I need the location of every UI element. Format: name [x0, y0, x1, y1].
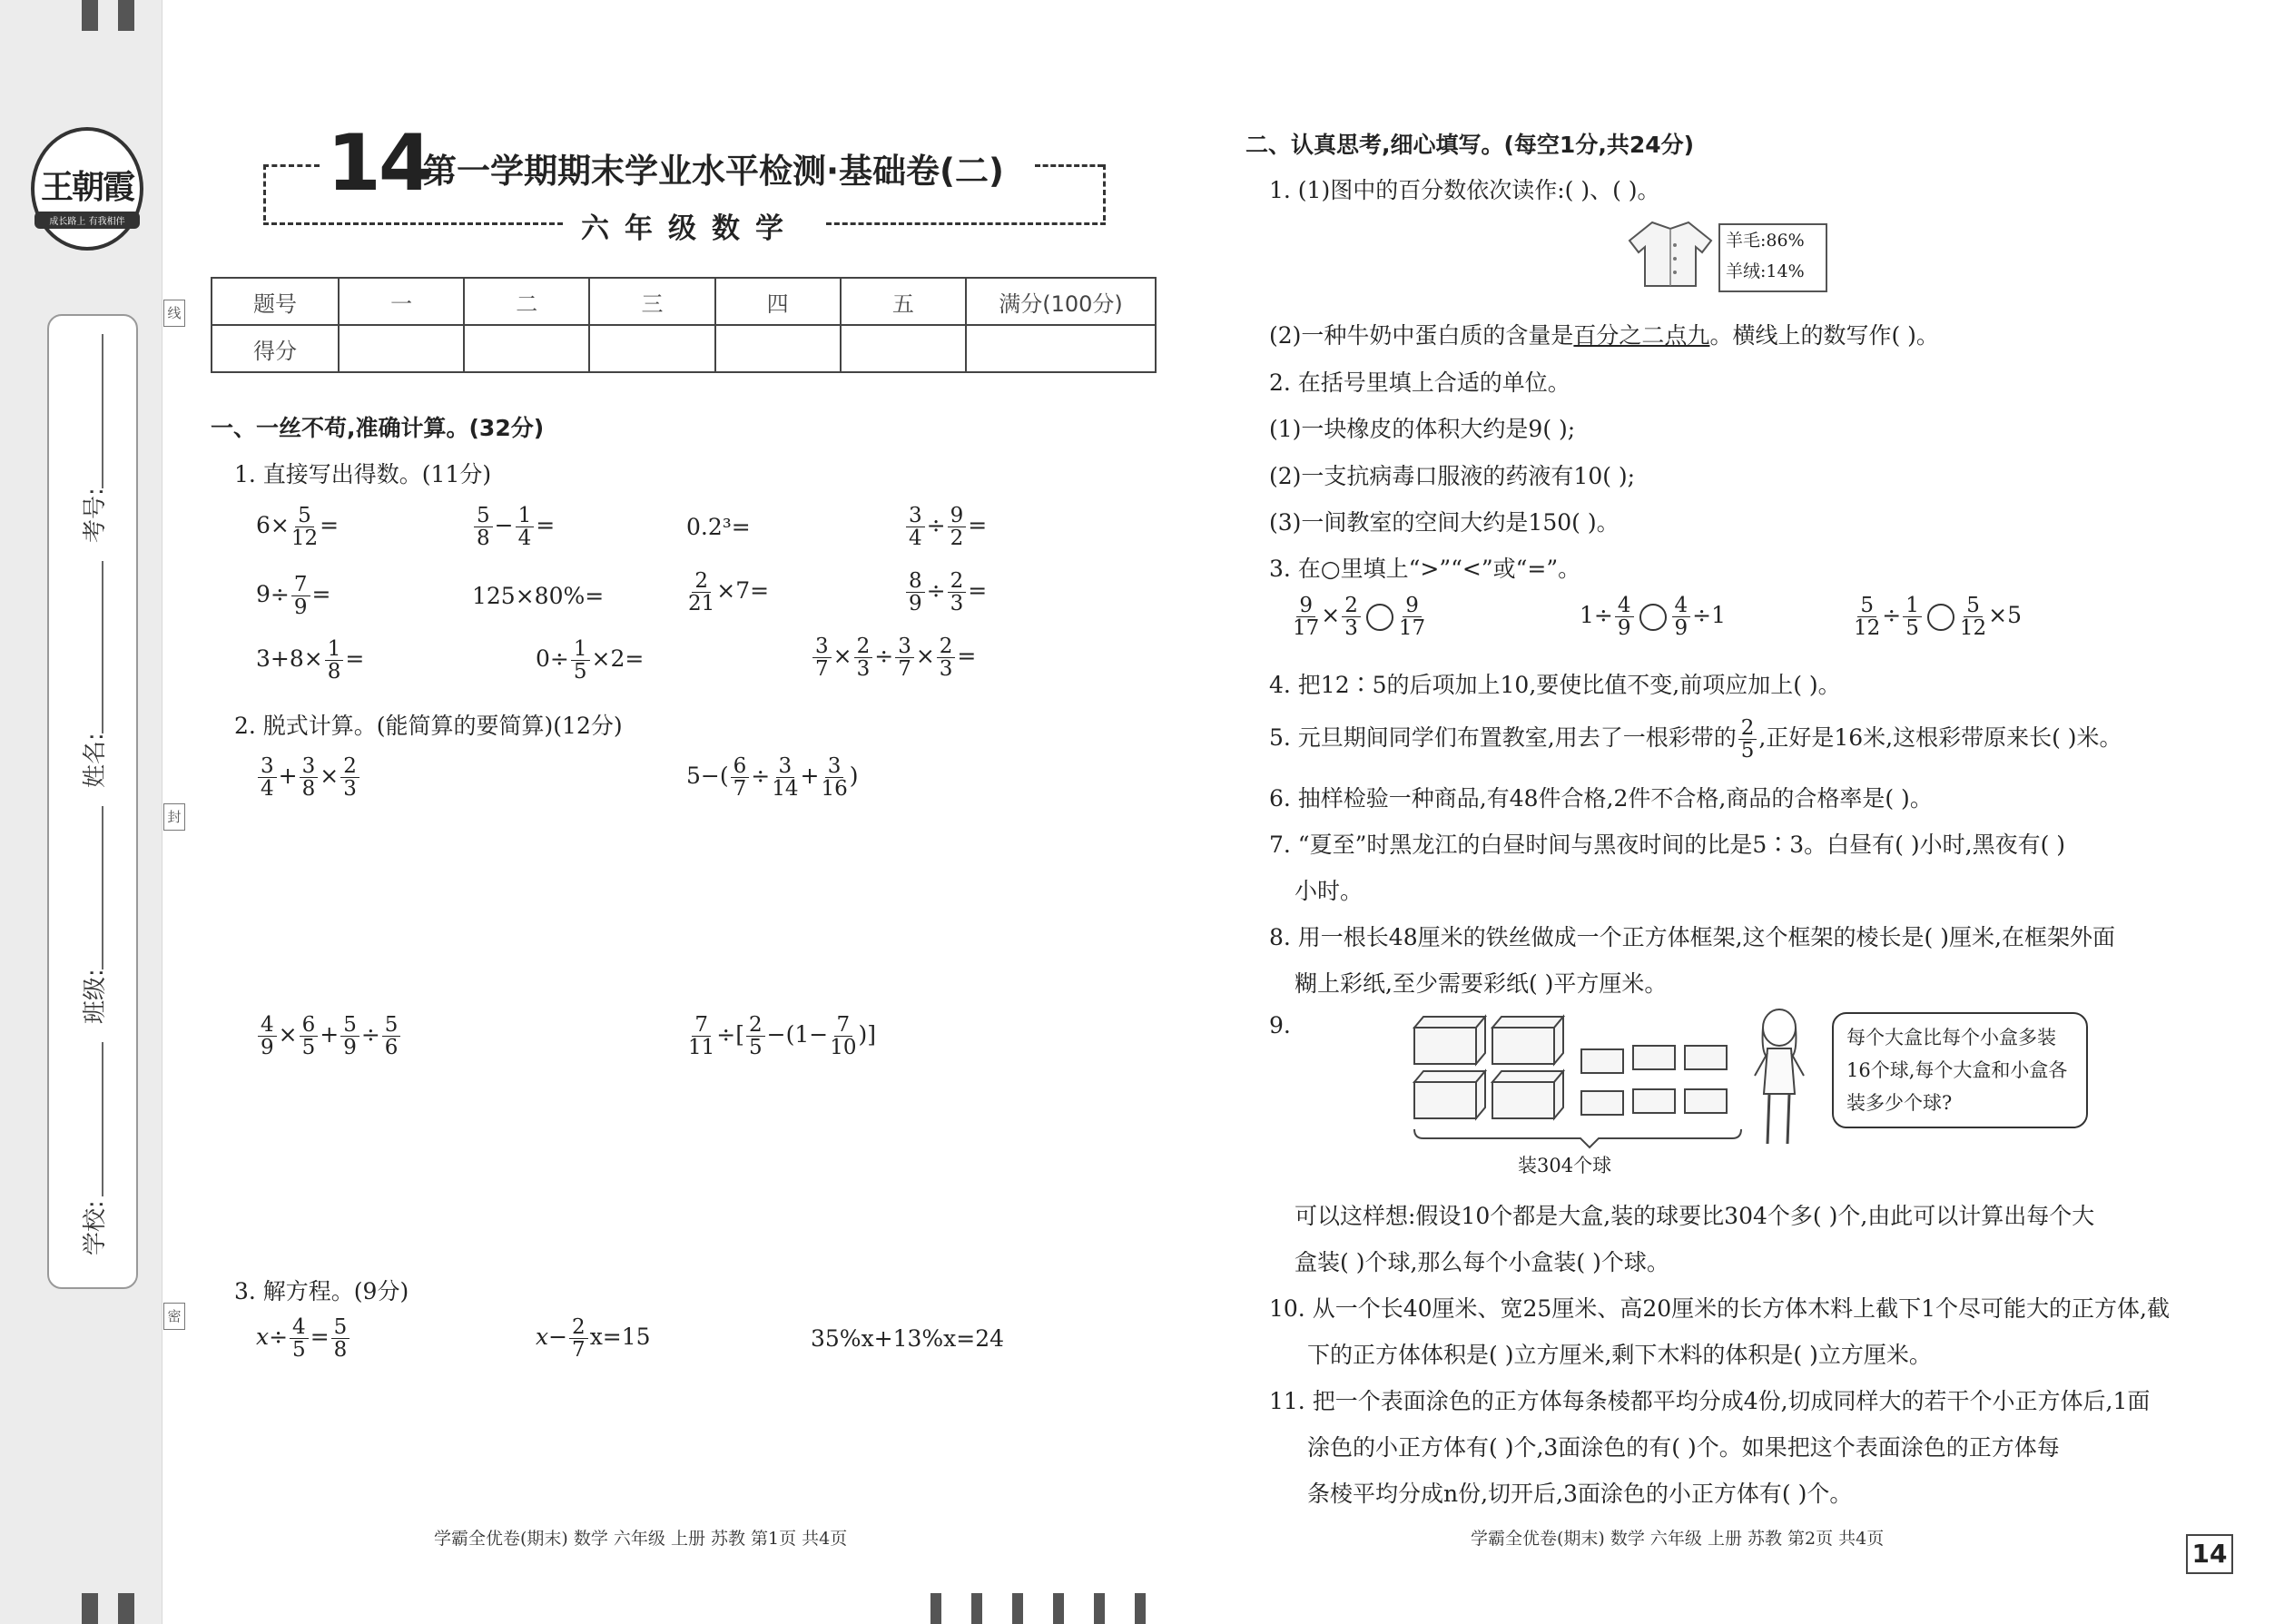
calc-item: $\frac{3}{7}$ × $\frac{2}{3}$ ÷ $\frac{3}{7}$ × $\frac{2}{3}$ = [811, 635, 976, 680]
exam-subtitle: 六年级数学 [581, 212, 799, 245]
registration-mark [1012, 1593, 1023, 1624]
question-1-label: 1. 直接写出得数。(11分) [234, 461, 492, 487]
cut-line-char: 密 [163, 1303, 185, 1330]
cashmere-percentage: 羊绒:14% [1726, 261, 1805, 281]
registration-mark [82, 0, 98, 31]
score-header: 五 [841, 278, 966, 325]
calc-item: $\frac{8}{9}$ ÷ $\frac{2}{3}$ = [904, 570, 987, 615]
expr-item: 5−( $\frac{6}{7}$ ÷ $\frac{3}{14}$ + $\frac{3}{16}$ ) [686, 754, 859, 802]
class-line[interactable] [102, 806, 103, 969]
compare-circle[interactable] [1366, 604, 1393, 631]
registration-mark [118, 1593, 134, 1624]
fill-question: 糊上彩纸,至少需要彩纸( )平方厘米。 [1295, 970, 1668, 997]
brand-logo [31, 127, 143, 251]
score-header: 二 [464, 278, 589, 325]
fill-question: 11. 把一个表面涂色的正方体每条棱都平均分成4份,切成同样大的若干个小正方体后,1面 [1269, 1388, 2151, 1414]
boxes-total-label: 装304个球 [1518, 1155, 1612, 1176]
compare-circle[interactable] [1927, 604, 1954, 631]
cut-line-char: 线 [163, 300, 185, 327]
brand-tagline: 成长路上 有我相伴 [34, 212, 140, 229]
score-header: 一 [339, 278, 464, 325]
girl-illustration [1748, 1008, 1811, 1153]
score-header: 四 [715, 278, 841, 325]
compare-item: $\frac{9}{17}$ × $\frac{2}{3}$ $\frac{9}{17}$ [1293, 594, 1426, 641]
section-1-heading: 一、一丝不苟,准确计算。(32分) [211, 415, 545, 441]
sweater-label [1718, 223, 1827, 292]
fill-question: (3)一间教室的空间大约是150( )。 [1269, 509, 1620, 536]
fill-question: 6. 抽样检验一种商品,有48件合格,2件不合格,商品的合格率是( )。 [1269, 785, 1933, 812]
calc-item: 125×80%= [472, 583, 605, 609]
calc-item: 0.2³= [686, 514, 751, 540]
question-3-label: 3. 解方程。(9分) [234, 1278, 409, 1304]
score-header: 题号 [212, 278, 339, 325]
equation-item: x÷ $\frac{4}{5}$ = $\frac{5}{8}$ [256, 1316, 351, 1361]
school-label: 学校: [82, 1200, 109, 1255]
compare-circle[interactable] [1639, 604, 1667, 631]
student-info-box [47, 314, 138, 1289]
calc-item: 9÷ $\frac{7}{9}$ = [256, 573, 331, 620]
calc-item: 0÷ $\frac{1}{5}$ ×2= [536, 637, 645, 684]
boxes-illustration [1413, 1009, 1794, 1173]
exam-number-label: 考号: [82, 487, 109, 543]
calc-item: $\frac{3}{4}$ ÷ $\frac{9}{2}$ = [904, 505, 987, 549]
compare-item: 1÷ $\frac{4}{9}$ $\frac{4}{9}$ ÷1 [1580, 594, 1726, 641]
wool-percentage: 羊毛:86% [1726, 231, 1805, 251]
registration-mark [82, 1593, 98, 1624]
name-line[interactable] [102, 561, 103, 733]
fill-question: 条棱平均分成n份,切开后,3面涂色的小正方体有( )个。 [1307, 1481, 1853, 1507]
score-header: 三 [589, 278, 714, 325]
fill-question: 下的正方体体积是( )立方厘米,剩下木料的体积是( )立方厘米。 [1307, 1342, 1932, 1368]
header-dash [263, 164, 320, 167]
fill-question: 8. 用一根长48厘米的铁丝做成一个正方体框架,这个框架的棱长是( )厘米,在框架外面 [1269, 924, 2115, 950]
header-dash [826, 222, 1106, 225]
name-label: 姓名: [82, 733, 109, 788]
fill-question: 涂色的小正方体有( )个,3面涂色的有( )个。如果把这个表面涂色的正方体每 [1307, 1434, 2060, 1461]
fill-question: (1)一块橡皮的体积大约是9( ); [1269, 416, 1576, 442]
score-header: 满分(100分) [966, 278, 1156, 325]
brand-name: 王朝霞 [40, 168, 133, 206]
calc-item: 3+8× $\frac{1}{8}$ = [256, 637, 365, 684]
score-cell[interactable] [966, 325, 1156, 372]
expr-item: $\frac{4}{9}$ × $\frac{6}{5}$ + $\frac{5}{9}$ ÷ $\frac{5}{6}$ [256, 1014, 402, 1058]
expr-item: $\frac{7}{11}$ ÷[ $\frac{2}{5}$ −(1− $\frac{7}{10}$ )] [688, 1013, 876, 1060]
registration-mark [1135, 1593, 1146, 1624]
fill-question: (2)一种牛奶中蛋白质的含量是百分之二点九。横线上的数写作( )。 [1269, 322, 1939, 349]
header-dash [1035, 164, 1103, 167]
registration-mark [1094, 1593, 1105, 1624]
registration-mark [971, 1593, 982, 1624]
fill-question: 小时。 [1295, 878, 1364, 904]
fill-question: 5. 元旦期间同学们布置教室,用去了一根彩带的 $\frac{2}{5}$ ,正好是16米,这根彩带原来长( )米。 [1269, 716, 2122, 763]
exam-title: 第一学期期末学业水平检测·基础卷(二) [423, 152, 1004, 191]
fill-question: 盒装( )个球,那么每个小盒装( )个球。 [1295, 1249, 1669, 1275]
fill-question: 9. [1269, 1012, 1291, 1038]
registration-mark [930, 1593, 941, 1624]
fill-question: 1. (1)图中的百分数依次读作:( )、( )。 [1269, 177, 1660, 203]
section-2-heading: 二、认真思考,细心填写。(每空1分,共24分) [1245, 132, 1695, 158]
expr-item: $\frac{3}{4}$ + $\frac{3}{8}$ × $\frac{2}{3}$ [256, 755, 361, 800]
fill-question: 7. “夏至”时黑龙江的白昼时间与黑夜时间的比是5∶3。白昼有( )小时,黑夜有( ) [1269, 832, 2066, 858]
calc-item: 6× $\frac{5}{12}$ = [256, 504, 340, 551]
page-number-tag: 14 [2186, 1534, 2233, 1574]
fill-question: 4. 把12∶5的后项加上10,要使比值不变,前项应加上( )。 [1269, 672, 1841, 698]
cut-line-char: 封 [163, 803, 185, 831]
score-cell[interactable] [715, 325, 841, 372]
question-2-label: 2. 脱式计算。(能简算的要简算)(12分) [234, 713, 623, 739]
registration-mark [1053, 1593, 1064, 1624]
footer-right: 学霸全优卷(期末) 数学 六年级 上册 苏教 第2页 共4页 [1471, 1529, 1885, 1549]
school-line[interactable] [102, 1042, 103, 1196]
registration-mark [118, 0, 134, 31]
equation-item: x− $\frac{2}{7}$ x=15 [536, 1315, 651, 1363]
sweater-image [1625, 218, 1716, 290]
fill-question: 可以这样想:假设10个都是大盒,装的球要比304个多( )个,由此可以计算出每个大 [1295, 1203, 2095, 1229]
compare-item: $\frac{5}{12}$ ÷ $\frac{1}{5}$ $\frac{5}{12}$ ×5 [1854, 594, 2023, 641]
calc-item: $\frac{5}{8}$ − $\frac{1}{4}$ = [472, 505, 555, 549]
header-dash [263, 222, 563, 225]
score-table [211, 277, 1157, 373]
score-row-label: 得分 [212, 325, 339, 372]
fill-question: 3. 在○里填上“>”“<”或“=”。 [1269, 556, 1581, 582]
calc-item: $\frac{2}{21}$ ×7= [688, 569, 770, 616]
exam-number: 14 [327, 118, 430, 209]
score-cell[interactable] [464, 325, 589, 372]
equation-item: 35%x+13%x=24 [811, 1325, 1005, 1352]
header-dash [263, 164, 266, 221]
fill-question: (2)一支抗病毒口服液的药液有10( ); [1269, 463, 1636, 489]
class-label: 班级: [82, 969, 109, 1024]
score-cell[interactable] [841, 325, 966, 372]
footer-left: 学霸全优卷(期末) 数学 六年级 上册 苏教 第1页 共4页 [434, 1529, 848, 1549]
score-cell[interactable] [339, 325, 464, 372]
fill-question: 2. 在括号里填上合适的单位。 [1269, 369, 1570, 396]
fill-question: 10. 从一个长40厘米、宽25厘米、高20厘米的长方体木料上截下1个尽可能大的正方体,截 [1269, 1295, 2170, 1322]
exam-number-line[interactable] [102, 334, 103, 488]
score-cell[interactable] [589, 325, 714, 372]
header-dash [1103, 164, 1106, 221]
speech-bubble: 每个大盒比每个小盒多装16个球,每个大盒和小盒各装多少个球? [1832, 1012, 2088, 1128]
